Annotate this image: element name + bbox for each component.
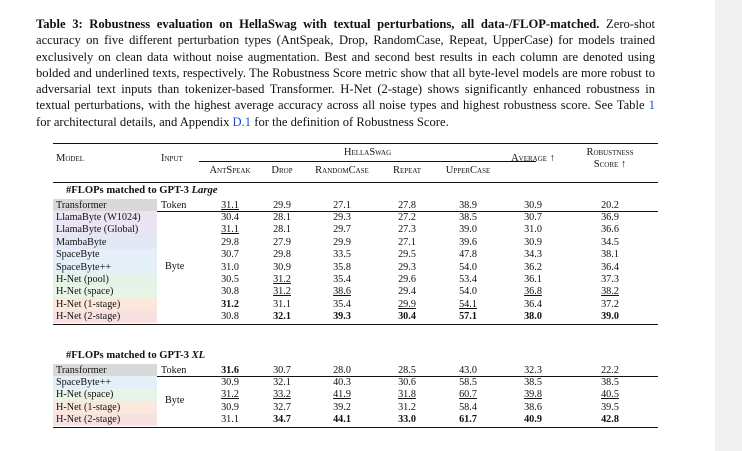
table-cell: 29.9	[333, 236, 351, 248]
table-cell: 31.6	[221, 364, 239, 376]
table-cell: 35.4	[333, 298, 351, 310]
scrollbar-track[interactable]	[715, 0, 742, 451]
table-cell: 36.4	[524, 298, 542, 310]
caption-label: Table 3:	[36, 17, 83, 31]
table-cell: 27.1	[398, 236, 416, 248]
table-cell: 31.1	[221, 414, 239, 426]
table-cell: 36.6	[601, 224, 619, 236]
table-cell: 43.0	[459, 364, 477, 376]
table-cell: 35.8	[333, 261, 351, 273]
table-cell: 30.9	[221, 401, 239, 413]
table-cell: 30.4	[221, 211, 239, 223]
section-label-text: #FLOPs matched to GPT-3	[66, 185, 189, 196]
table-cell: 54.1	[459, 298, 477, 310]
table-cell: 30.7	[273, 364, 291, 376]
table-cell: 30.9	[524, 199, 542, 211]
model-name: SpaceByte++	[56, 261, 112, 273]
robustness-table	[53, 143, 658, 435]
table-cell: 31.2	[221, 389, 239, 401]
table-cell: 36.4	[601, 261, 619, 273]
table-1-link[interactable]: 1	[648, 98, 655, 113]
header-hellaswag: HellaSwag	[343, 147, 392, 158]
table-cell: 30.9	[221, 376, 239, 388]
table-cell: 31.0	[221, 261, 239, 273]
table-cell: 36.1	[524, 273, 542, 285]
model-name: H-Net (2-stage)	[56, 311, 121, 323]
section-label-size: XL	[191, 350, 206, 361]
table-cell: 36.9	[601, 211, 619, 223]
table-cell: 53.4	[459, 273, 477, 285]
table-cell: 39.3	[333, 311, 351, 323]
table-cell: 33.2	[273, 389, 291, 401]
table-cell: 39.0	[459, 224, 477, 236]
table-cell: 30.5	[221, 273, 239, 285]
table-cell: 57.1	[459, 311, 477, 323]
table-cell: 44.1	[333, 414, 351, 426]
table-cell: 60.7	[459, 389, 477, 401]
header-drop: Drop	[271, 165, 293, 176]
table-cell: 30.7	[221, 249, 239, 261]
table-cell: 27.2	[398, 211, 416, 223]
table-cell: 40.5	[601, 389, 619, 401]
table-cell: 22.2	[601, 364, 619, 376]
table-cell: 36.8	[524, 286, 542, 298]
caption-body-end: for the definition of Robustness Score.	[254, 114, 449, 129]
table-cell: 34.7	[273, 414, 291, 426]
table-cell: 31.2	[221, 298, 239, 310]
header-randomcase: RandomCase	[315, 165, 369, 176]
table-cell: 40.9	[524, 414, 542, 426]
table-cell: 31.2	[273, 273, 291, 285]
table-cell: 58.5	[459, 376, 477, 388]
table-cell: 31.1	[221, 224, 239, 236]
table-cell: 38.5	[524, 376, 542, 388]
model-name: LlamaByte (W1024)	[56, 211, 141, 223]
table-cell: 38.1	[601, 249, 619, 261]
table-cell: 31.1	[273, 298, 291, 310]
table-cell: 29.3	[333, 211, 351, 223]
model-name: LlamaByte (Global)	[56, 224, 139, 236]
table-cell: 28.1	[273, 224, 291, 236]
header-uppercase: UpperCase	[445, 165, 491, 176]
model-name: H-Net (pool)	[56, 273, 109, 285]
header-rule	[53, 182, 658, 183]
table-cell: 30.6	[398, 376, 416, 388]
table-cell: 20.2	[601, 199, 619, 211]
table-cell: 35.4	[333, 273, 351, 285]
table-cell: 38.9	[459, 199, 477, 211]
table-cell: 27.1	[333, 199, 351, 211]
model-name: SpaceByte++	[56, 376, 112, 388]
header-score: Score ↑	[593, 159, 627, 170]
table-cell: 29.5	[398, 249, 416, 261]
table-cell: 28.0	[333, 364, 351, 376]
table-cell: 30.4	[398, 311, 416, 323]
table-cell: 37.3	[601, 273, 619, 285]
model-name: H-Net (space)	[56, 286, 114, 298]
table-cell: 40.3	[333, 376, 351, 388]
table-cell: 27.3	[398, 224, 416, 236]
model-name: MambaByte	[56, 236, 107, 248]
caption-body: Zero-shot accuracy on five different perturbation types (AntSpeak, Drop, RandomCase, Repeat, UpperCase) for models trained exclusively on clean data without noise augmentation. Best and second best results in each column are denoted using bolded and underlined texts, respectively. The Robustness Score metric show that all byte-level models are more robust to adversarial text inputs than tokenizer-based Transformer. H-Net (2-stage) shows significantly enhanced robustness in textual perturbations, with the highest average accuracy across all noise types and highest robustness score. See Table	[36, 17, 655, 113]
table-cell: 31.8	[398, 389, 416, 401]
section-end-rule	[53, 427, 658, 428]
table-cell: 33.0	[398, 414, 416, 426]
caption-body-mid: for architectural details, and Appendix	[36, 114, 230, 129]
table-cell: 29.9	[398, 298, 416, 310]
model-name: Transformer	[56, 199, 107, 211]
table-cell: 37.2	[601, 298, 619, 310]
table-cell: 27.8	[398, 199, 416, 211]
model-name: H-Net (1-stage)	[56, 401, 121, 413]
input-byte-label: Byte	[165, 395, 185, 407]
header-repeat: Repeat	[392, 165, 421, 176]
table-cell: 39.2	[333, 401, 351, 413]
table-cell: 39.6	[459, 236, 477, 248]
section-label	[66, 185, 217, 196]
caption-title: Robustness evaluation on HellaSwag with textual perturbations, all data-/FLOP-matched.	[89, 17, 600, 31]
table-cell: 38.6	[333, 286, 351, 298]
table-cell: 30.7	[524, 211, 542, 223]
table-cell: 38.0	[524, 311, 542, 323]
table-cell: 41.9	[333, 389, 351, 401]
table-cell: 39.5	[601, 401, 619, 413]
table-cell: 34.5	[601, 236, 619, 248]
header-model: Model	[56, 153, 84, 164]
model-name: SpaceByte	[56, 249, 100, 261]
table-cell: 42.8	[601, 414, 619, 426]
table-cell: 29.8	[221, 236, 239, 248]
model-name: H-Net (2-stage)	[56, 414, 121, 426]
header-input: Input	[161, 153, 183, 164]
section-label-size: Large	[191, 185, 218, 196]
header-antspeak: AntSpeak	[209, 165, 251, 176]
table-cell: 28.1	[273, 211, 291, 223]
input-token-label: Token	[161, 364, 187, 376]
table-cell: 31.1	[221, 199, 239, 211]
section-label	[66, 350, 205, 361]
top-rule	[53, 143, 658, 144]
table-cell: 30.8	[221, 286, 239, 298]
input-token-label: Token	[161, 199, 187, 211]
table-cell: 32.1	[273, 376, 291, 388]
table-cell: 31.2	[398, 401, 416, 413]
table-cell: 29.6	[398, 273, 416, 285]
table-cell: 39.0	[601, 311, 619, 323]
table-cell: 27.9	[273, 236, 291, 248]
table-cell: 32.3	[524, 364, 542, 376]
table-cell: 39.8	[524, 389, 542, 401]
table-cell: 29.9	[273, 199, 291, 211]
header-robustness: Robustness	[586, 147, 634, 158]
model-name: H-Net (1-stage)	[56, 298, 121, 310]
table-cell: 38.2	[601, 286, 619, 298]
table-cell: 54.0	[459, 261, 477, 273]
table-cell: 61.7	[459, 414, 477, 426]
table-cell: 30.8	[221, 311, 239, 323]
table-cell: 28.5	[398, 364, 416, 376]
table-caption	[36, 16, 655, 130]
table-cell: 54.0	[459, 286, 477, 298]
table-cell: 34.3	[524, 249, 542, 261]
table-cell: 36.2	[524, 261, 542, 273]
hellaswag-underline	[199, 161, 536, 162]
table-cell: 33.5	[333, 249, 351, 261]
table-cell: 32.7	[273, 401, 291, 413]
section-end-rule	[53, 324, 658, 325]
table-cell: 31.0	[524, 224, 542, 236]
table-cell: 38.5	[459, 211, 477, 223]
table-cell: 58.4	[459, 401, 477, 413]
table-cell: 30.9	[524, 236, 542, 248]
table-cell: 29.8	[273, 249, 291, 261]
model-name: H-Net (space)	[56, 389, 114, 401]
table-cell: 38.5	[601, 376, 619, 388]
table-cell: 29.3	[398, 261, 416, 273]
input-byte-label: Byte	[165, 261, 185, 273]
table-cell: 29.4	[398, 286, 416, 298]
table-cell: 32.1	[273, 311, 291, 323]
table-cell: 31.2	[273, 286, 291, 298]
appendix-d1-link[interactable]: D.1	[232, 114, 252, 129]
table-cell: 30.9	[273, 261, 291, 273]
table-cell: 38.6	[524, 401, 542, 413]
section-label-text: #FLOPs matched to GPT-3	[66, 350, 189, 361]
table-cell: 29.7	[333, 224, 351, 236]
header-average: Average ↑	[511, 153, 555, 164]
model-name: Transformer	[56, 364, 107, 376]
table-cell: 47.8	[459, 249, 477, 261]
